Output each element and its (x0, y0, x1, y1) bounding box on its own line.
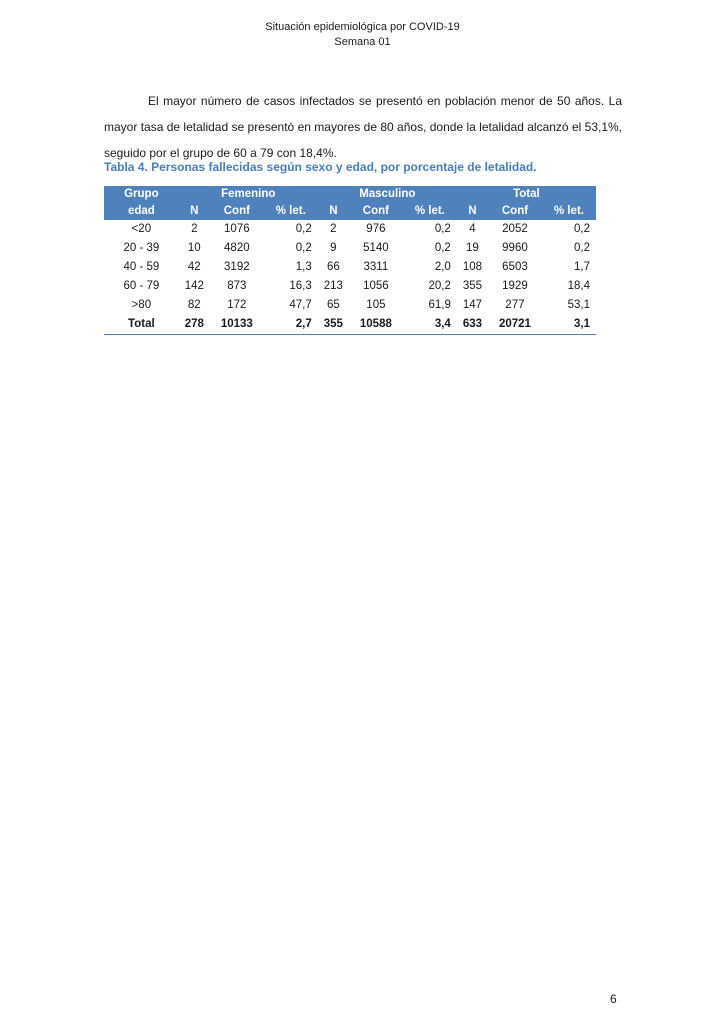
cell-m-let: 3,4 (403, 315, 457, 335)
cell-m-conf: 976 (366, 223, 386, 235)
cell-t-let: 53,1 (567, 299, 590, 311)
cell-t-n: 4 (469, 223, 476, 235)
cell-m-conf: 3311 (363, 261, 389, 273)
cell-m-n: 2 (330, 223, 337, 235)
cell-m-let: 2,0 (434, 261, 451, 273)
cell-m-n: 66 (326, 261, 340, 273)
cell-m-n: 65 (326, 299, 340, 311)
cell-grupo: >80 (131, 299, 152, 311)
cell-t-conf: 9960 (502, 242, 528, 254)
cell-t-let: 18,4 (567, 280, 590, 292)
cell-f-let: 47,7 (289, 299, 312, 311)
header-t-n: N (457, 203, 488, 220)
page-header (0, 20, 725, 50)
header-m-let: % let. (403, 203, 457, 220)
cell-t-conf: 6503 (502, 261, 528, 273)
cell-grupo: 60 - 79 (123, 280, 160, 292)
header-t-let: % let. (542, 203, 596, 220)
table-total-row (104, 315, 596, 335)
cell-t-conf: 20721 (488, 315, 542, 335)
cell-grupo: 40 - 59 (123, 261, 160, 273)
cell-m-n: 213 (323, 280, 343, 292)
header-subtitle: Semana 01 (334, 36, 391, 48)
cell-t-n: 147 (462, 299, 482, 311)
table-row (104, 239, 596, 258)
cell-t-let: 1,7 (574, 261, 590, 273)
header-f-let: % let. (264, 203, 318, 220)
cell-f-n: 42 (187, 261, 201, 273)
table-header-row-1 (104, 186, 596, 203)
cell-t-n: 633 (457, 315, 488, 335)
cell-f-n: 2 (191, 223, 198, 235)
cell-m-conf: 105 (366, 299, 386, 311)
table-row (104, 296, 596, 315)
cell-m-conf: 10588 (349, 315, 403, 335)
cell-t-n: 19 (466, 242, 479, 254)
cell-t-conf: 277 (505, 299, 525, 311)
header-total: Total (457, 186, 596, 203)
cell-m-let: 20,2 (428, 280, 451, 292)
header-femenino: Femenino (179, 186, 318, 203)
table-header-row-2 (104, 203, 596, 220)
cell-f-conf: 873 (227, 280, 247, 292)
header-t-conf: Conf (488, 203, 542, 220)
cell-m-conf: 1056 (363, 280, 389, 292)
header-f-n: N (179, 203, 210, 220)
cell-f-n: 82 (187, 299, 201, 311)
cell-m-n: 355 (318, 315, 349, 335)
cell-f-let: 1,3 (295, 261, 312, 273)
table-caption: Tabla 4. Personas fallecidas según sexo y edad, por porcentaje de letalidad. (104, 160, 537, 174)
cell-m-conf: 5140 (363, 242, 389, 254)
header-grupo: Grupo (104, 186, 179, 203)
lethality-table (104, 186, 596, 335)
cell-m-n: 9 (330, 242, 337, 254)
cell-grupo: 20 - 39 (123, 242, 160, 254)
table-row (104, 258, 596, 277)
cell-f-n: 10 (187, 242, 201, 254)
cell-f-conf: 172 (227, 299, 247, 311)
cell-f-conf: 1076 (224, 223, 250, 235)
cell-m-let: 61,9 (428, 299, 451, 311)
cell-t-let: 3,1 (542, 315, 596, 335)
cell-grupo: <20 (131, 223, 152, 235)
cell-f-let: 16,3 (289, 280, 312, 292)
cell-f-conf: 10133 (210, 315, 264, 335)
header-m-conf: Conf (349, 203, 403, 220)
cell-t-conf: 2052 (502, 223, 528, 235)
cell-f-conf: 3192 (224, 261, 250, 273)
cell-t-conf: 1929 (502, 280, 528, 292)
table-row (104, 277, 596, 296)
cell-t-n: 108 (462, 261, 482, 273)
cell-f-let: 0,2 (295, 223, 312, 235)
cell-grupo: Total (104, 315, 179, 335)
table-row (104, 220, 596, 239)
cell-f-n: 278 (179, 315, 210, 335)
page-number: 6 (610, 992, 617, 1006)
cell-f-let: 2,7 (264, 315, 318, 335)
cell-f-let: 0,2 (295, 242, 312, 254)
body-paragraph: El mayor número de casos infectados se presentó en población menor de 50 años. La mayor tasa de letalidad se presentó en mayores de 80 años, donde la letalidad alcanzó el 53,1%, seguido por el grupo de 60 a 79 con 18,4%. (104, 94, 622, 160)
header-title: Situación epidemiológica por COVID-19 (265, 21, 460, 33)
cell-t-n: 355 (462, 280, 482, 292)
cell-m-let: 0,2 (434, 242, 451, 254)
cell-t-let: 0,2 (574, 242, 590, 254)
header-masculino: Masculino (318, 186, 457, 203)
header-f-conf: Conf (210, 203, 264, 220)
cell-f-n: 142 (184, 280, 204, 292)
cell-f-conf: 4820 (224, 242, 250, 254)
table-body (104, 220, 596, 335)
cell-t-let: 0,2 (574, 223, 590, 235)
header-edad: edad (104, 203, 179, 220)
header-m-n: N (318, 203, 349, 220)
cell-m-let: 0,2 (434, 223, 451, 235)
